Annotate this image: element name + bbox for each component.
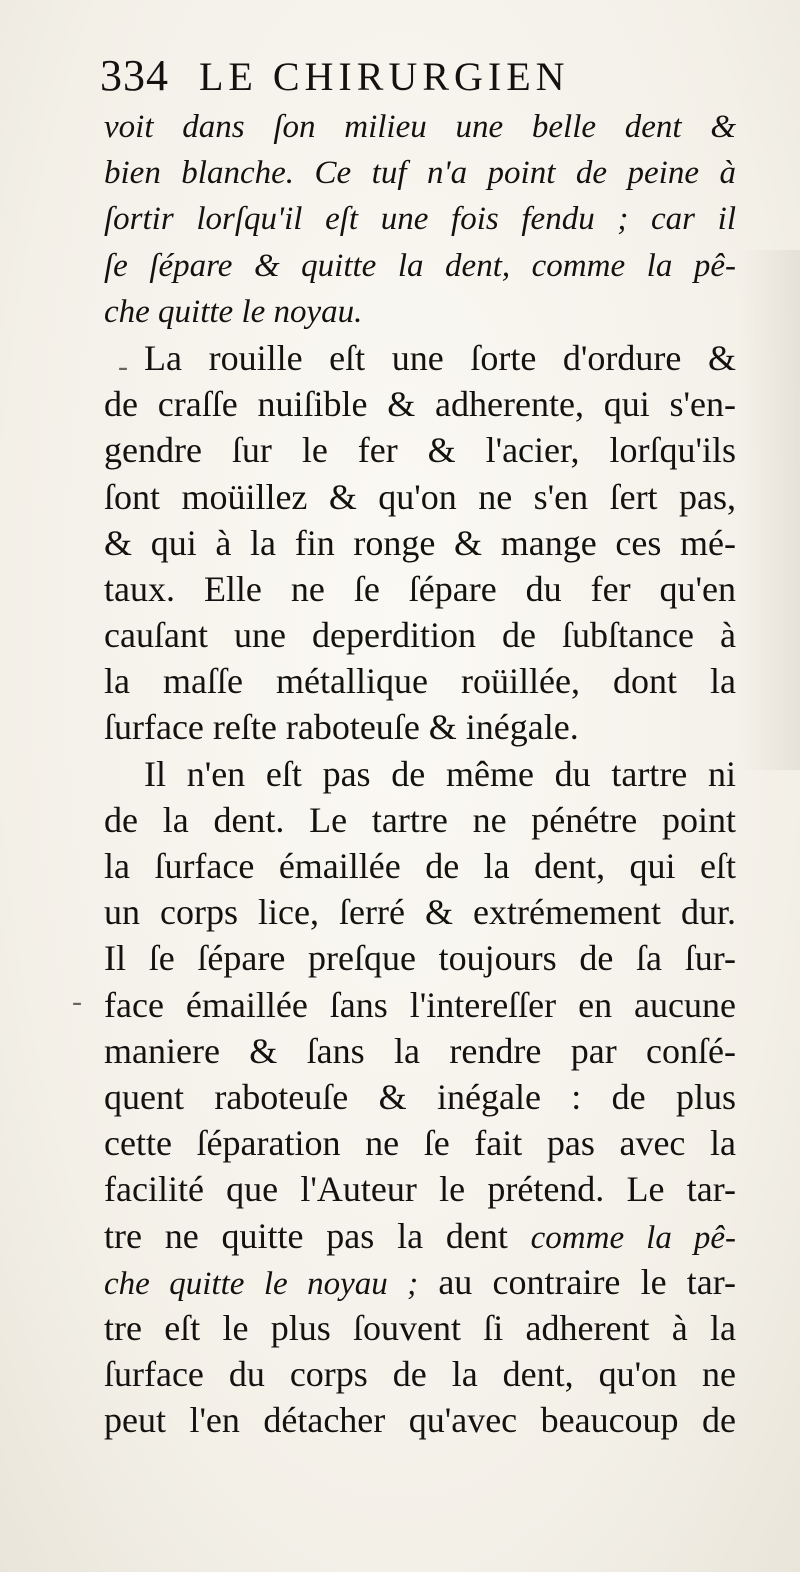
body-text [104,104,736,1443]
text-line: ſurface du corps de la dent, qu'on ne [104,1354,736,1395]
page-header [100,50,740,106]
text-line: Il ſe ſépare preſque toujours de ſa ſur- [104,938,736,979]
text-segment-italic: che quitte le noyau ; [104,1265,419,1302]
text-segment: au contraire le tar- [438,1261,736,1302]
text-line: peut l'en détacher qu'avec beaucoup de [104,1400,736,1441]
text-line: de craſſe nuiſible & adherente, qui s'en- [104,384,736,425]
text-line: ſurface reſte raboteuſe & inégale. [104,707,579,748]
text-line: quent raboteuſe & inégale : de plus [104,1076,736,1117]
text-line: tre eſt le plus ſouvent ſi adherent à la [104,1307,736,1348]
text-line: che quitte le noyau. [104,293,363,330]
running-title: LE CHIRURGIEN [199,54,570,99]
page-number: 334 [100,51,169,100]
text-line: ſortir lorſqu'il eſt une fois fendu ; car il [104,201,736,238]
text-line: bien blanche. Ce tuf n'a point de peine à [104,155,736,192]
text-line: taux. Elle ne ſe ſépare du fer qu'en [104,568,736,609]
text-line: cauſant une deperdition de ſubſtance à [104,615,736,656]
text-line: gendre ſur le fer & l'acier, lorſqu'ils [104,430,736,471]
text-line: face émaillée ſans l'intereſſer en aucune [104,984,736,1025]
text-line: ſe ſépare & quitte la dent, comme la pê- [104,247,736,284]
text-line: la ſurface émaillée de la dent, qui eſt [104,846,736,886]
text-line: Il n'en eſt pas de même du tartre ni [144,753,736,794]
show-through-shadow [740,250,800,770]
text-line: La rouille eſt une ſorte d'ordure & [144,337,736,378]
text-line: & qui à la fin ronge & mange ces mé- [104,522,736,563]
text-segment: tre ne quitte pas la dent [104,1215,508,1256]
text-line: cette ſéparation ne ſe fait pas avec la [104,1123,736,1164]
text-line: un corps lice, ſerré & extrémement dur. [104,892,736,933]
text-line: maniere & ſans la rendre par conſé- [104,1030,736,1071]
margin-mark: - [72,985,82,1018]
text-line: facilité que l'Auteur le prétend. Le tar- [104,1169,736,1210]
text-segment-italic: comme la pê- [530,1219,737,1256]
text-line: voit dans ſon milieu une belle dent & [104,109,736,145]
text-line: de la dent. Le tartre ne pénétre point [104,799,736,840]
margin-mark: - [118,350,128,383]
text-line: la maſſe métallique roüillée, dont la [104,661,736,702]
text-line-mixed [104,1213,736,1259]
text-line-mixed [104,1259,736,1305]
text-line: ſont moüillez & qu'on ne s'en ſert pas, [104,476,736,517]
